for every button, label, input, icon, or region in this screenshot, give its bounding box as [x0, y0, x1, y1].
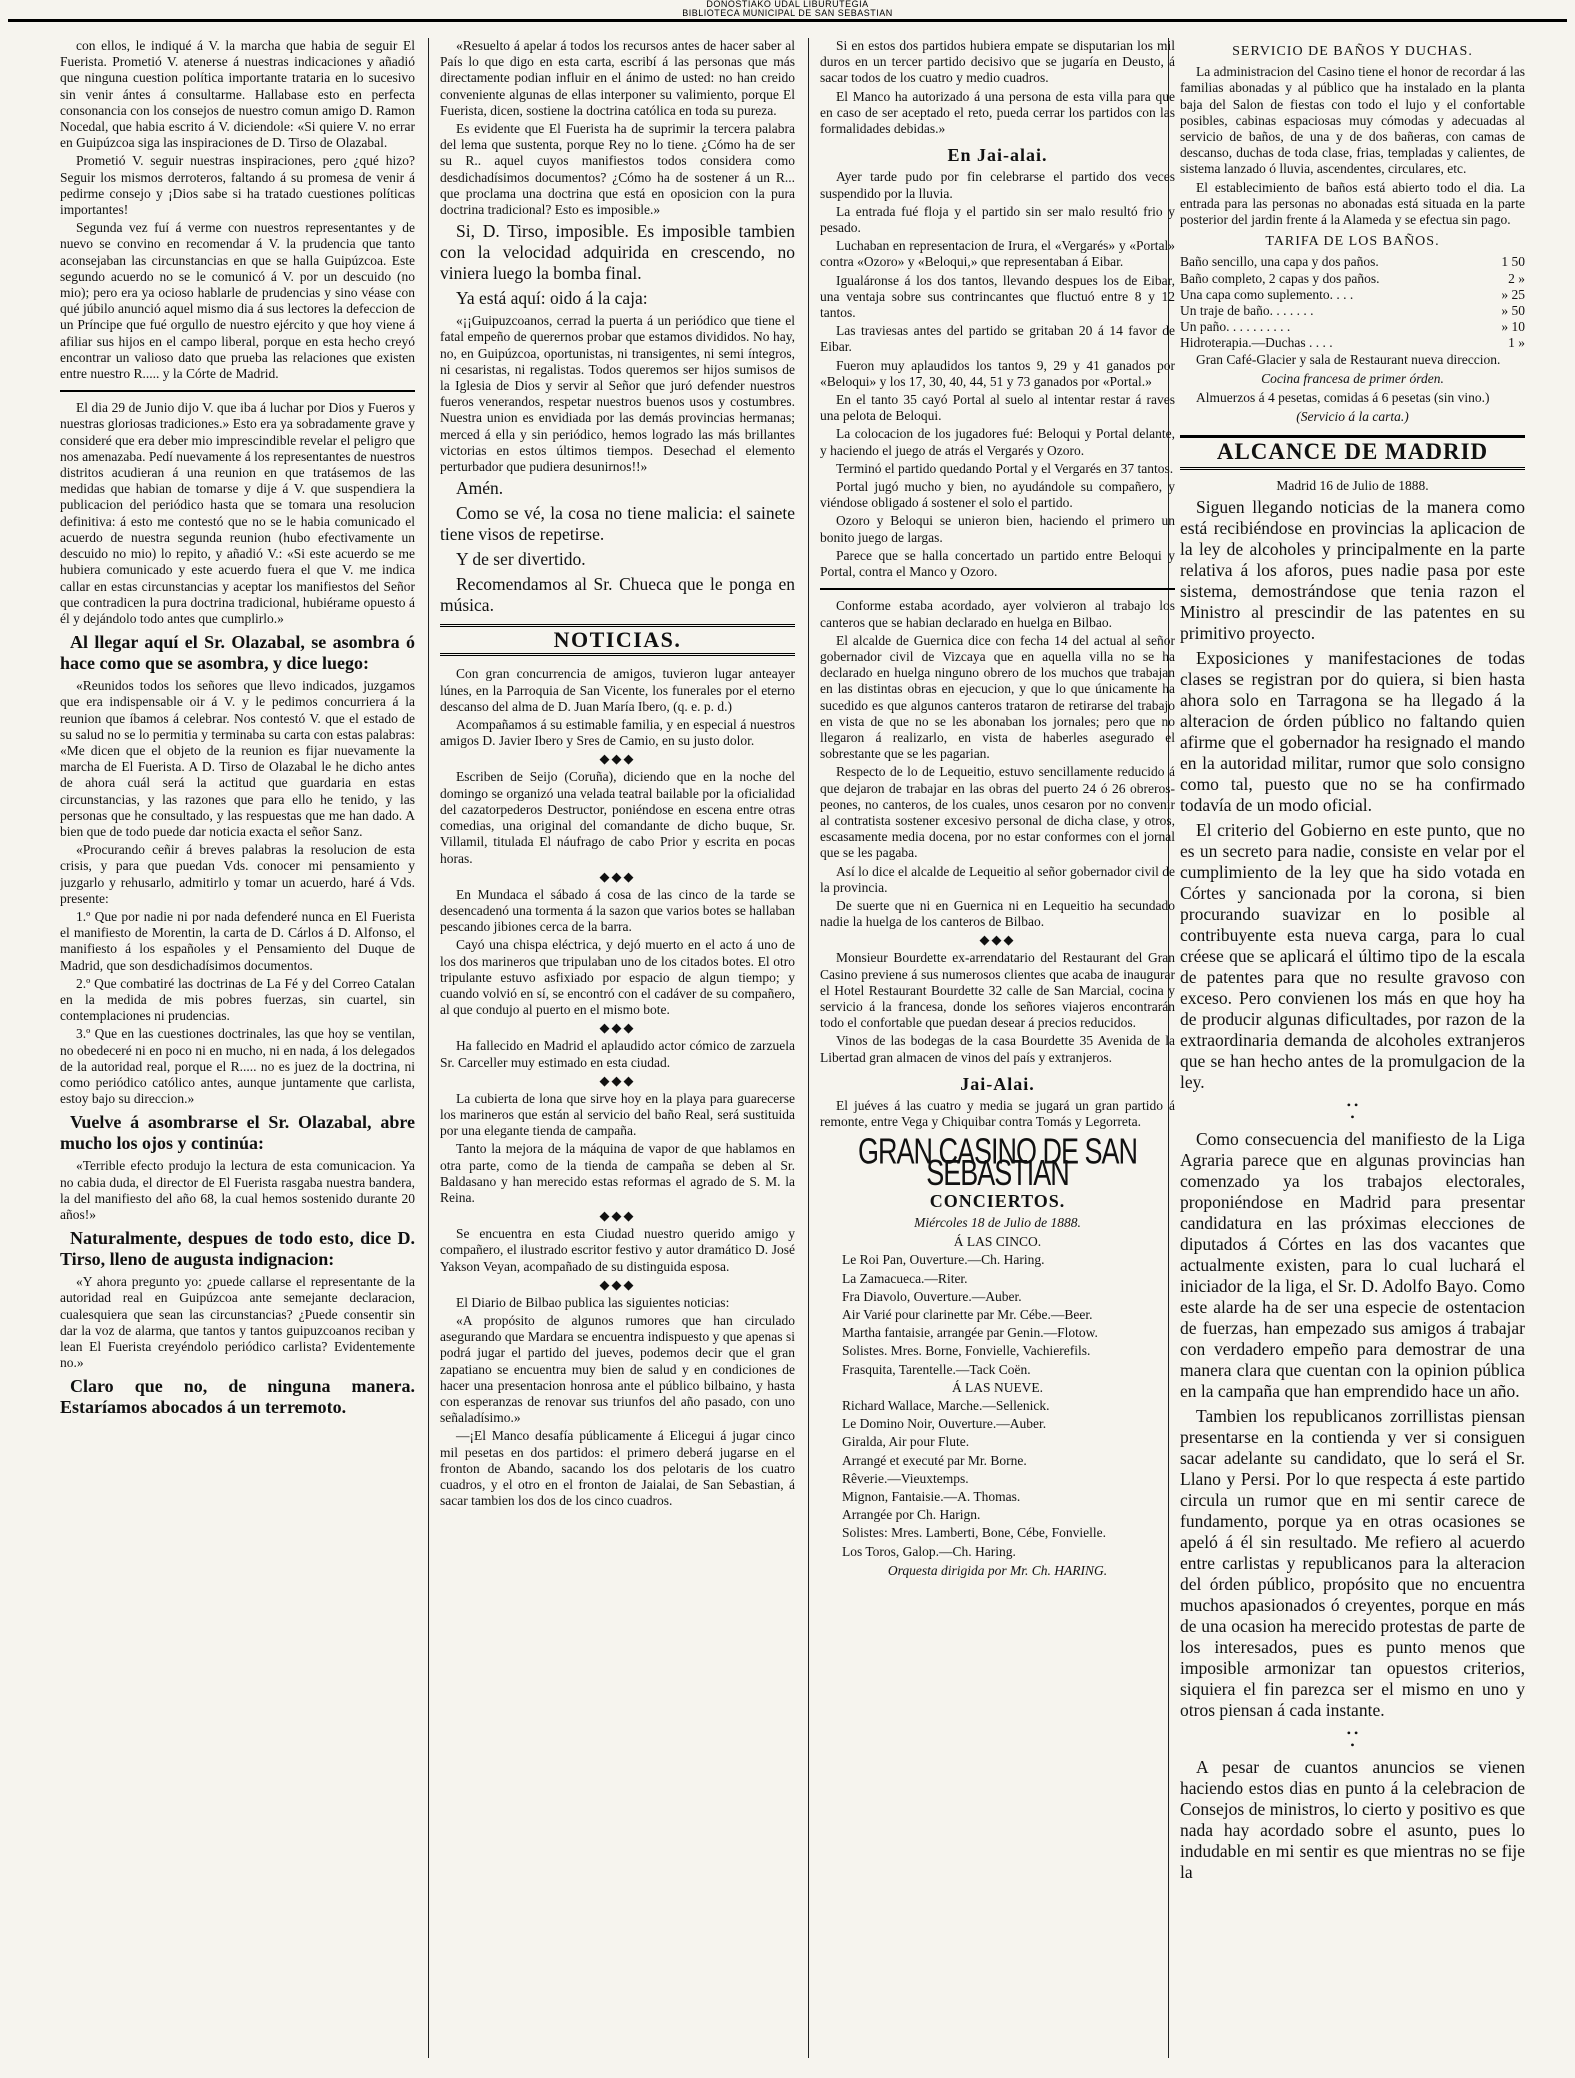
ornament-divider: ◆◆◆: [599, 751, 636, 767]
column-3: [820, 38, 1175, 2058]
paragraph: Si, D. Tirso, imposible. Es imposible tambien con la velocidad adquirida en crescendo, no viniera luego la bomba final.: [440, 221, 795, 284]
paragraph: El Manco ha autorizado á una persona de esta villa para que en caso de ser aceptado el reto, pueda cerrar los partidos con las formalidades debidas.»: [820, 88, 1175, 137]
tariff-row: [1180, 254, 1525, 270]
paragraph: Como consecuencia del manifiesto de la Liga Agraria parece que en algunas provincias han comenzado ya los trabajos electorales, proponiéndose en Madrid para presentar candidatura en las próximas elecciones de diputados á Córtes en las dos vacantes que actualmente existen, para lo cual luchará el iniciador de la liga, el Sr. D. Adolfo Bayo. Como este alarde ha de ser una especie de ostentacion de fuerzas, han empezado sus amigos á trabajar con verdadero empeño para demostrar de una manera clara que cuentan con la opinion pública en la campaña que han emprendido hace un año.: [1180, 1128, 1525, 1401]
paragraph: «A propósito de algunos rumores que han circulado asegurando que Mardara se encuentra indispuesto y que apenas si podrá jugar el partido del jueves, podemos decir que el gran zapatiano se encuentra muy bien de salud y en condiciones de hacer una presentacion honrosa ante el público bilbaino, y hasta con esperanzas de renovar sus triunfos del año pasado, con uno señaladísimo.»: [440, 1312, 795, 1426]
paragraph: En Mundaca el sábado á cosa de las cinco de la tarde se desencadenó una tormenta á la sazon que varios botes se hallaban pescando jibiones cerca de la barra.: [440, 886, 795, 935]
tariff-row: [1180, 303, 1525, 319]
paragraph: Y de ser divertido.: [456, 549, 586, 570]
italic-line: Miércoles 18 de Julio de 1888.: [914, 1215, 1081, 1230]
tariff-row: [1180, 287, 1525, 303]
paragraph: Parece que se halla concertado un partido entre Beloqui y Portal, contra el Manco y Ozoro.: [820, 547, 1175, 580]
program-item: Fra Diavolo, Ouverture.—Auber.: [842, 1288, 1022, 1304]
paragraph: con ellos, le indiqué á V. la marcha que habia de seguir El Fuerista. Prometió V. atenerse á nuestras indicaciones y añadió que ninguna cuestion política importante trataria en lo sucesivo sin venir ántes á consultarme. Hallabase esto en perfecta consonancia con los consejos de nuestro comun amigo D. Ramon Nocedal, que habia escrito á V. diciendole: «Si quiere V. no errar en Guipúzcoa siga las inspiraciones de D. Tirso de Olazabal.: [60, 38, 415, 151]
ornament-divider: ◆◆◆: [979, 932, 1016, 948]
section-rule: [820, 588, 1175, 590]
paragraph: «¡¡Guipuzcoanos, cerrad la puerta á un periódico que tiene el fatal empeño de querernos probar que estamos divididos. No hay, no, en Guipúzcoa, oportunistas, ni transigentes, ni semi íntegros, ni cesaristas, ni regalistas. Todos queremos ser hijos sumisos de la Iglesia de Dios y servir al Señor que juró defender nuestros fueros venerandos, respetar nuestros buenos usos y costumbres. Nuestra union es envidiada por las demás provincias hermanas; merced á ella y sin periódico, hemos logrado las más brillantes victorias en estos últimos tiempos. Desechad el elemento perturbador que pudiera desunirnos!!»: [440, 313, 795, 475]
ornament-divider: ◆◆◆: [599, 1020, 636, 1036]
program-item: Martha fantaisie, arrangée par Genin.—Flotow.: [842, 1325, 1098, 1341]
paragraph: Portal jugó mucho y bien, no ayudándole su compañero, y viéndose obligado á sostener el solo el partido.: [820, 479, 1175, 511]
paragraph: Terminó el partido quedando Portal y el Vergarés en 37 tantos.: [836, 460, 1174, 476]
italic-line: Cocina francesa de primer órden.: [1261, 370, 1444, 386]
paragraph: Monsieur Bourdette ex-arrendatario del Restaurant del Gran Casino previene á sus numerosos clientes que acaba de inaugurar el Hotel Restaurant Bourdette 32 calle de San Marcial, cocina y servicio á la francesa, donde los señores viajeros encontrarán todo el confortable que puedan desear á precios reducidos.: [820, 950, 1175, 1031]
tariff-item: Una capa como suplemento. . . .: [1180, 286, 1354, 302]
ornament-divider: ◆◆◆: [599, 1276, 636, 1292]
program-item: Solistes: Mres. Lamberti, Bone, Cébe, Fonvielle.: [842, 1525, 1106, 1541]
paragraph: El juéves á las cuatro y media se jugará un gran partido á remonte, entre Vega y Chiquibar contra Tomás y Legorreta.: [820, 1097, 1175, 1130]
paragraph: Ha fallecido en Madrid el aplaudido actor cómico de zarzuela Sr. Carceller muy estimado en esta ciudad.: [440, 1038, 795, 1070]
paragraph: Segunda vez fuí á verme con nuestros representantes y de nuevo se convino en recomendar á V. la prudencia que tanto aconsejaban las circunstancias en que se halla Guipúzcoa. Este segundo acuerdo no se le comunicó á V. por un descuido (no mio); pero era ya ocioso hablarle de prudencias y sino véase con qué júbilo anunció aquel mismo dia á sus lectores la defeccion de un Príncipe que fué orgullo de nuestro ejército y que hoy viene á afiliar sus hijos en el campo liberal, porque en esta hecho creyó encontrar un valioso dato que prueba las relaciones que existen entre nuestro R..... y la Córte de Madrid.: [60, 220, 415, 382]
tariff-price: 2 »: [1508, 270, 1525, 286]
paragraph: «Resuelto á apelar á todos los recursos antes de hacer saber al País lo que digo en esta carta, escribí á las personas que más directamente podian influir en el ánimo de usted: no han creido conveniente algunas de ellas interponer su valimiento, porque El Fuerista, dicen, sostiene la doctrina católica en toda su pureza.: [440, 38, 795, 118]
paragraph: Prometió V. seguir nuestras inspiraciones, pero ¿qué hizo? Seguir los mismos derroteros, faltando á su promesa de venir á pedirme consejo y ¡Dios sabe si ha tratado cuestiones políticas importantes!: [60, 153, 415, 218]
centered-line: Á LAS CINCO.: [953, 1234, 1042, 1250]
paragraph: Amén.: [456, 478, 504, 499]
tariff-item: Un traje de baño. . . . . . .: [1180, 303, 1314, 319]
paragraph: Siguen llegando noticias de la manera como está recibiéndose en provincias la aplicacion de la ley de alcoholes y principalmente en la parte relativa á los aforos, pues nadie pasa por este sistema, demostrándose que tenia razon el Ministro al prescindir de las patentes en su primitivo proyecto.: [1180, 496, 1525, 643]
paragraph: «Terrible efecto produjo la lectura de esta comunicacion. Ya no cabia duda, el director de El Fuerista rasgaba nuestra bandera, la del manifiesto del año 68, la cual hemos sostenido durante 20 años!»: [60, 1158, 415, 1222]
paragraph: Se encuentra en esta Ciudad nuestro querido amigo y compañero, el ilustrado escritor festivo y autor dramático D. José Yakson Veyan, acompañado de su distinguida esposa.: [440, 1226, 795, 1274]
paragraph: Como se vé, la cosa no tiene malicia: el sainete tiene visos de repetirse.: [440, 503, 795, 545]
subsection-heading: CONCIERTOS.: [929, 1190, 1066, 1211]
program-item: Frasquita, Tarentelle.—Tack Coën.: [842, 1361, 1031, 1377]
library-header: [0, 0, 1575, 20]
library-header-line2: BIBLIOTECA MUNICIPAL DE SAN SEBASTIAN: [682, 8, 893, 18]
program-item: Arrangée por Ch. Harign.: [842, 1507, 981, 1523]
paragraph: Así lo dice el alcalde de Lequeitio al señor gobernador civil de la provincia.: [820, 863, 1175, 895]
paragraph: «Reunidos todos los señores que llevo indicados, juzgamos que era indispensable oir á V. y le pedimos concurriera á la reunion que íbamos á celebrar. Nos contestó V. que el estado de su salud no se lo permitia y terminaba su carta con estas palabras: «Me dicen que el objeto de la reunion es fijar nuevamente la marcha de El Fuerista. A D. Tirso de Olazabal le he dicho antes de ahora cuál será la actitud que guardaria en estas circunstancias, y las razones que para ello he tenido, y las personas que he consultado, y las respuestas que me han dado. A bien que de todo puede dar noticia exacta el señor Sanz.: [60, 678, 415, 839]
paragraph: La cubierta de lona que sirve hoy en la playa para guarecerse los marineros que están al servicio del baño Real, será sustituida por una elegante tienda de campaña.: [440, 1090, 795, 1139]
paragraph: Escriben de Seijo (Coruña), diciendo que en la noche del domingo se organizó una velada teatral bailable por la oficialidad del cazatorpederos Destructor, poniéndose en escena entre otras comedias, una original del comandante de dicho buque, Sr. Villamil, titulada El náufrago de cabo Prior y escrita en pocas horas.: [440, 769, 795, 866]
program-item: Richard Wallace, Marche.—Sellenick.: [842, 1398, 1050, 1414]
paragraph: Recomendamos al Sr. Chueca que le ponga en música.: [440, 574, 795, 616]
tariff-row: [1180, 335, 1525, 351]
paragraph: El Diario de Bilbao publica las siguientes noticias:: [456, 1294, 730, 1310]
subsection-heading: Jai-Alai.: [960, 1073, 1035, 1094]
paragraph: Igualáronse á los dos tantos, llevando despues los de Eibar, una ventaja sobre sus contrincantes que fluctuó entre 8 y 12 tantos.: [820, 272, 1175, 321]
subsection-heading: En Jai-alai.: [947, 145, 1048, 166]
column-2: [440, 38, 795, 2058]
paragraph: —¡El Manco desafía públicamente á Elicegui á jugar cinco mil pesetas en dos partidos: el primero deberá jugarse en el fronton de Abando, sacando los dos pelotaris de los cuatro cuadros, y el otro en el fronton de Jaialai, de San Sebastian, á sacar tambien los dos de los cinco cuadros.: [440, 1428, 795, 1509]
tariff-price: 1 »: [1508, 335, 1525, 351]
paragraph: «Y ahora pregunto yo: ¿puede callarse el representante de la autoridad real en Guipúzcoa ante semejante declaracion, cualesquiera que sean las circunstancias? ¿Puede consentir sin dar la voz de alarma, que tantos y tantos guipuzcoanos reciban y lean El Fuerista creyéndolo periódico carlista? Evidentemente no.»: [60, 1274, 415, 1371]
paragraph: De suerte que ni en Guernica ni en Lequeitio ha secundado nadie la huelga de los canteros de Bilbao.: [820, 897, 1175, 930]
library-header-line1: DONOSTIAKO UDAL LIBURUTEGIA: [706, 0, 869, 9]
centered-line: Á LAS NUEVE.: [951, 1379, 1044, 1395]
paragraph: Es evidente que El Fuerista ha de suprimir la tercera palabra del lema que sustenta, porque Rey no lo tiene. ¿Cómo ha de ser su R.. aquel cuyos manifiestos todos considera como desdichadísimos documentos? ¿Cómo ha de sostener á un R... que proclama una doctrina que está en oposicion con la pura doctrina tradicional? Esto es imposible.»: [440, 121, 795, 218]
tariff-price: 1 50: [1501, 254, 1525, 270]
paragraph: 1.º Que por nadie ni por nada defenderé nunca en El Fuerista el manifiesto de Morentin, la carta de D. Cárlos á D. Alfonso, el manifiesto á los españoles y el Pensamiento del Duque de Madrid, que son desdichadísimos documentos.: [60, 908, 415, 973]
paragraph: Conforme estaba acordado, ayer volvieron al trabajo los canteros que se habian declarado en huelga en Bilbao.: [820, 598, 1175, 630]
tariff-item: Hidroterapia.—Duchas . . . .: [1180, 335, 1333, 351]
tariff-price: » 50: [1501, 303, 1525, 319]
header-rule: [8, 19, 1567, 22]
ornament-divider: ◆◆◆: [599, 868, 636, 884]
tariff-item: Baño completo, 2 capas y dos paños.: [1180, 270, 1380, 286]
lead-paragraph: Al llegar aquí el Sr. Olazabal, se asombra ó hace como que se asombra, y dice luego:: [60, 632, 415, 674]
paragraph: Cayó una chispa eléctrica, y dejó muerto en el acto á uno de los dos marineros que tripulaban uno de los citados botes. El otro tripulante estuvo asfixiado por espacio de algun tiempo; y cuando volvió en sí, se encontró con el cadáver de su compañero, al que condujo al puerto en el mismo bote.: [440, 937, 795, 1018]
ornament-divider: ◆◆◆: [599, 1208, 636, 1224]
program-item: Los Toros, Galop.—Ch. Haring.: [842, 1543, 1016, 1559]
paragraph: El alcalde de Guernica dice con fecha 14 del actual al señor gobernador civil de Vizcaya que en aquella villa no se ha declarado en huelga ninguno obrero de los muchos que trabajan en las distintas obras en ejecucion, y que lo que únicamente ha sucedido es que algunos canteros trataron de retirarse del trabajo en vista de que no se les abonaban los jornales; pero que no llegaron á realizarlo, en vista de haberles asegurado el sobrestante que se les pagarian.: [820, 632, 1175, 762]
paragraph: Si en estos dos partidos hubiera empate se disputarian los mil duros en un tercer partido decisivo que se jugaría en Deusto, á sacar todos de los cuatro y medio cuadros.: [820, 38, 1175, 86]
program-item: Arrangé et executé par Mr. Borne.: [842, 1452, 1027, 1468]
section-heading: NOTICIAS.: [440, 624, 795, 656]
program-item: La Zamacueca.—Riter.: [842, 1270, 968, 1286]
paragraph: 2.º Que combatiré las doctrinas de La Fé y del Correo Catalan en la medida de mis pobres fuerzas, sin cuartel, sin contemplaciones ni prudencias.: [60, 975, 415, 1024]
tariff-row: [1180, 271, 1525, 287]
paragraph: Las traviesas antes del partido se gritaban 20 á 14 favor de Eibar.: [820, 323, 1175, 355]
column-4: [1180, 38, 1525, 2058]
paragraph: Tambien los republicanos zorrillistas piensan presentarse en la contienda y ver si consiguen sacar adelante su candidato, que lo será el Sr. Llano y Persi. Por lo que respecta á este partido circula un rumor que en mi sentir carece de fundamento, porque ya en otras ocasiones se apeló á él sin resultado. Me refiero al acuerdo entre carlistas y republicanos para la alteracion del órden público, propósito que no encuentra muchos apasionados ó creyentes, porque en más de una ocasion ha merecido protestas de parte de los interesados, pues es punto menos que imposible armonizar tan opuestos criterios, siquiera el fin parezca ser el mismo en uno y otros piensan á cada instante.: [1180, 1405, 1525, 1720]
program-item: Solistes. Mres. Borne, Fonvielle, Vachierefils.: [842, 1343, 1091, 1359]
tariff-row: [1180, 319, 1525, 335]
section-rule: [60, 390, 415, 392]
paragraph: A pesar de cuantos anuncios se vienen haciendo estos dias en punto á la celebracion de Consejos de ministros, lo cierto y positivo es que nada hay acordado sobre el asunto, pues lo indudable en mi sentir es que mientras no se fije la: [1180, 1756, 1525, 1882]
asterism-divider: • • •: [1346, 1725, 1359, 1752]
tariff-price: » 25: [1501, 286, 1525, 302]
paragraph: Gran Café-Glacier y sala de Restaurant nueva direccion.: [1196, 351, 1501, 367]
program-item: Air Varié pour clarinette par Mr. Cébe.—Beer.: [842, 1307, 1093, 1323]
paragraph: El establecimiento de baños está abierto todo el dia. La entrada para las personas no abonadas está situada en la parte posterior del jardin frente á la Alameda y se efectua sin pago.: [1180, 179, 1525, 228]
centered-line: Madrid 16 de Julio de 1888.: [1276, 477, 1429, 493]
paragraph: Fueron muy aplaudidos los tantos 9, 29 y 41 ganados por «Beloqui» y los 17, 30, 40, 44, 51 y 73 ganados por «Portal.»: [820, 357, 1175, 389]
paragraph: Luchaban en representacion de Irura, el «Vergarés» y «Portal» contra «Ozoro» y «Beloqui,» que representaban á Eibar.: [820, 238, 1175, 270]
lead-paragraph: Naturalmente, despues de todo esto, dice D. Tirso, lleno de augusta indignacion:: [60, 1228, 415, 1270]
paragraph: Exposiciones y manifestaciones de todas clases se registran por do quiera, si bien hasta ahora solo en Tarragona se ha llegado á la alteracion de órden público no faltando quien afirme que el gobernador ha resignado el mando en la autoridad militar, rumor que solo consigno como tal, puesto que no se ha confirmado todavía de un modo oficial.: [1180, 647, 1525, 815]
paragraph: La colocacion de los jugadores fué: Beloqui y Portal delante, y haciendo el juego de atrás el Vergarés y Ozoro.: [820, 426, 1175, 458]
paragraph: Ya está aquí: oido á la caja:: [456, 288, 648, 309]
program-item: Giralda, Air pour Flute.: [842, 1434, 970, 1450]
paragraph: La entrada fué floja y el partido sin ser malo resultó frio y pesado.: [820, 203, 1175, 236]
section-heading: ALCANCE DE MADRID: [1180, 435, 1525, 469]
paragraph: Respecto de lo de Lequeitio, estuvo sencillamente reducido á que dejaron de trabajar en las obras del puerto 24 ó 26 obreros-peones, no canteros, de los cuales, unos cesaron por no convenir al contratista sostener excesivo personal de dicha clase, y otros, escasamente media docena, por no estar conformes con el jornal que se les pagaba.: [820, 764, 1175, 861]
program-item: Rêverie.—Vieuxtemps.: [842, 1470, 969, 1486]
column-1: [60, 38, 415, 2058]
tariff-item: Baño sencillo, una capa y dos paños.: [1180, 254, 1379, 270]
paragraph: 3.º Que en las cuestiones doctrinales, las que hoy se ventilan, no obedeceré ni en poco ni en mucho, ni en nada, á los delegados de la autoridad real, porque el R..... no es juez de la doctrina, ni como periódico católico antes, aunque juntamente que carlista, estoy bajo su direccion.»: [60, 1026, 415, 1107]
notice-heading: SERVICIO DE BAÑOS Y DUCHAS.: [1232, 44, 1473, 59]
program-item: Le Roi Pan, Ouverture.—Ch. Haring.: [842, 1252, 1045, 1268]
columns: [60, 38, 1525, 2058]
italic-line: Orquesta dirigida por Mr. Ch. HARING.: [887, 1562, 1108, 1578]
paragraph: El criterio del Gobierno en este punto, que no es un secreto para nadie, consiste en velar por el cumplimiento de la ley que ha sido votada en Córtes y sancionada por la corona, si bien procurando suavizar en lo posible al contribuyente esta nueva carga, para lo cual créese que se aplicará el último tipo de la escala de patentes para que no resulte gravoso con exceso. Pero convienen los más en que hoy ha de producir algunas dificultades, por razon de la extraordinaria demanda de alcoholes extranjeros que se han hecho antes de la promulgacion de la ley.: [1180, 819, 1525, 1092]
tariff-price: » 10: [1501, 319, 1525, 335]
paragraph: En el tanto 35 cayó Portal al suelo al intentar restar á raves una pelota de Beloqui.: [820, 392, 1175, 424]
paragraph: Ayer tarde pudo por fin celebrarse el partido dos veces suspendido por la lluvia.: [820, 169, 1175, 201]
lead-paragraph: Vuelve á asombrarse el Sr. Olazabal, abre mucho los ojos y continúa:: [60, 1112, 415, 1154]
paragraph: El dia 29 de Junio dijo V. que iba á luchar por Dios y Fueros y nuestras gloriosas tradiciones.» Esto era ya sobradamente grave y consideré que era deber mio imprescindible revelar el peligro que nos amenazaba. Pedí nuevamente á los representantes de nuestros distritos acudieran á una reunion en que tratásemos de las medidas que habian de tomarse y dije á V. que suspendiera la publicacion del periódico hasta que se tomara una resolucion definitiva: á esto me contestó que no se le habia comunicado el acuerdo de nuestra segunda reunion (hubo efectivamente un descuido no mio) lo repito, y añadió V.: «Si este acuerdo se me hubiera comunicado y este acuerdo fuera el que V. me indica callar en estas circunstancias y aceptar los manifiestos del Señor que contradicen la pura doctrina tradicional, hubiérame opuesto á él y dejándolo todo antes que cumplirlo.»: [60, 400, 415, 626]
paragraph: Con gran concurrencia de amigos, tuvieron lugar anteayer lúnes, en la Parroquia de San Vicente, los funerales por el eterno descanso del alma de D. Juan María Ibero, (q. e. p. d.): [440, 666, 795, 714]
italic-line: (Servicio á la carta.): [1296, 409, 1409, 425]
lead-paragraph: Claro que no, de ninguna manera. Estaríamos abocados á un terremoto.: [60, 1376, 415, 1418]
program-item: Le Domino Noir, Ouverture.—Auber.: [842, 1416, 1047, 1432]
paragraph: Acompañamos á su estimable familia, y en especial á nuestros amigos D. Javier Ibero y Sres de Camio, en su justo dolor.: [440, 717, 795, 749]
paragraph: La administracion del Casino tiene el honor de recordar á las familias abonadas y al público que ha instalado en la planta baja del Salon de fiestas con todo el lujo y el confortable posibles, cabinas espaciosas muy cómodas y adecuadas al servicio de baños, de una y de dos bañeras, con camas de descanso, duchas de toda clase, frias, templadas y calientes, de sistema lanzado ó lluvia, ascendentes, circulares, etc.: [1180, 64, 1525, 177]
paragraph: «Procurando ceñir á breves palabras la resolucion de esta crisis, y para que puedan Vds. conocer mi pensamiento y juzgarlo y rehusarlo, admitirlo y tomar un acuerdo, haré á Vds. presente:: [60, 842, 415, 906]
paragraph: Almuerzos á 4 pesetas, comidas á 6 pesetas (sin vino.): [1196, 390, 1490, 406]
ornament-divider: ◆◆◆: [599, 1072, 636, 1088]
paragraph: Ozoro y Beloqui se unieron bien, haciendo el primero un bonito juego de largas.: [820, 513, 1175, 545]
asterism-divider: • • •: [1346, 1097, 1359, 1124]
tariff-item: Un paño. . . . . . . . . .: [1180, 319, 1291, 335]
notice-heading: TARIFA DE LOS BAÑOS.: [1265, 234, 1440, 250]
paragraph: Tanto la mejora de la máquina de vapor de que hablamos en otra parte, como de la tienda de campaña se deben al Sr. Baldasano y han merecido estas reformas el agrado de S. M. la Reina.: [440, 1141, 795, 1205]
program-item: Mignon, Fantaisie.—A. Thomas.: [842, 1489, 1021, 1505]
paragraph: Vinos de las bodegas de la casa Bourdette 35 Avenida de la Libertad gran almacen de vinos del país y extranjeros.: [820, 1033, 1175, 1065]
casino-banner: GRAN CASINO DE SAN SEBASTIAN: [857, 1131, 1138, 1194]
